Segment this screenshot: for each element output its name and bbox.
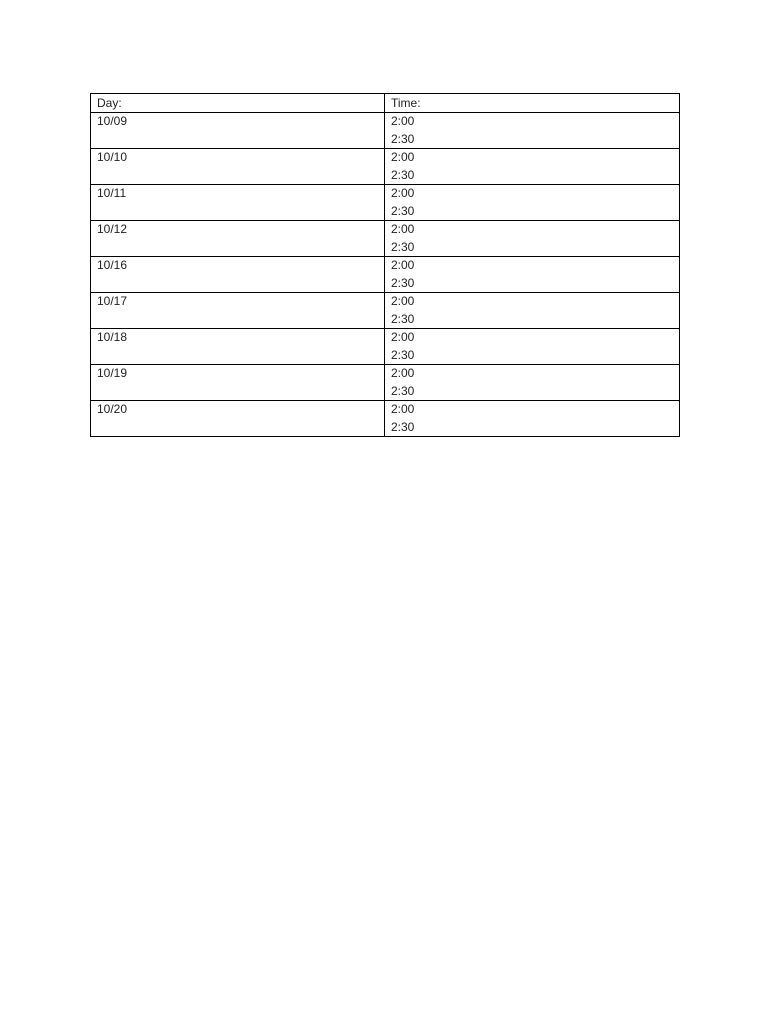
day-cell [91, 329, 385, 365]
time-value: 2:30 [391, 239, 415, 254]
day-header-cell [91, 94, 385, 113]
table-row [91, 293, 680, 329]
table-row [91, 149, 680, 185]
time-cell [385, 293, 680, 329]
time-value: 2:30 [391, 347, 415, 362]
time-value: 2:00 [391, 222, 415, 236]
time-value: 2:30 [391, 167, 415, 182]
day-value: 10/12 [97, 222, 128, 236]
time-value: 2:30 [391, 275, 415, 290]
day-cell [91, 401, 385, 437]
time-value: 2:30 [391, 383, 415, 398]
day-value: 10/20 [97, 402, 128, 416]
time-cell [385, 329, 680, 365]
schedule-table [90, 93, 680, 437]
time-value: 2:30 [391, 419, 415, 434]
time-cell [385, 113, 680, 149]
day-cell [91, 221, 385, 257]
time-value: 2:00 [391, 402, 415, 416]
table-header-row [91, 94, 680, 113]
time-value: 2:00 [391, 186, 415, 200]
time-cell [385, 365, 680, 401]
time-value: 2:00 [391, 258, 415, 272]
table-row [91, 185, 680, 221]
time-value: 2:00 [391, 114, 415, 128]
time-cell [385, 185, 680, 221]
time-value: 2:00 [391, 294, 415, 308]
table-row [91, 401, 680, 437]
time-header: Time: [391, 96, 421, 110]
table-row [91, 329, 680, 365]
time-header-cell [385, 94, 680, 113]
table-row [91, 365, 680, 401]
time-value: 2:00 [391, 366, 415, 380]
day-cell [91, 257, 385, 293]
day-value: 10/19 [97, 366, 128, 380]
day-cell [91, 185, 385, 221]
day-cell [91, 365, 385, 401]
time-cell [385, 257, 680, 293]
time-cell [385, 149, 680, 185]
table-row [91, 221, 680, 257]
time-value: 2:00 [391, 330, 415, 344]
day-cell [91, 293, 385, 329]
day-cell [91, 113, 385, 149]
day-header: Day: [97, 96, 122, 110]
day-value: 10/09 [97, 114, 128, 128]
time-value: 2:30 [391, 203, 415, 218]
day-value: 10/17 [97, 294, 128, 308]
day-value: 10/16 [97, 258, 128, 272]
table-row [91, 257, 680, 293]
time-value: 2:30 [391, 311, 415, 326]
time-value: 2:30 [391, 131, 415, 146]
time-cell [385, 401, 680, 437]
day-value: 10/10 [97, 150, 128, 164]
day-cell [91, 149, 385, 185]
time-cell [385, 221, 680, 257]
time-value: 2:00 [391, 150, 415, 164]
day-value: 10/18 [97, 330, 128, 344]
table-row [91, 113, 680, 149]
day-value: 10/11 [97, 186, 127, 200]
